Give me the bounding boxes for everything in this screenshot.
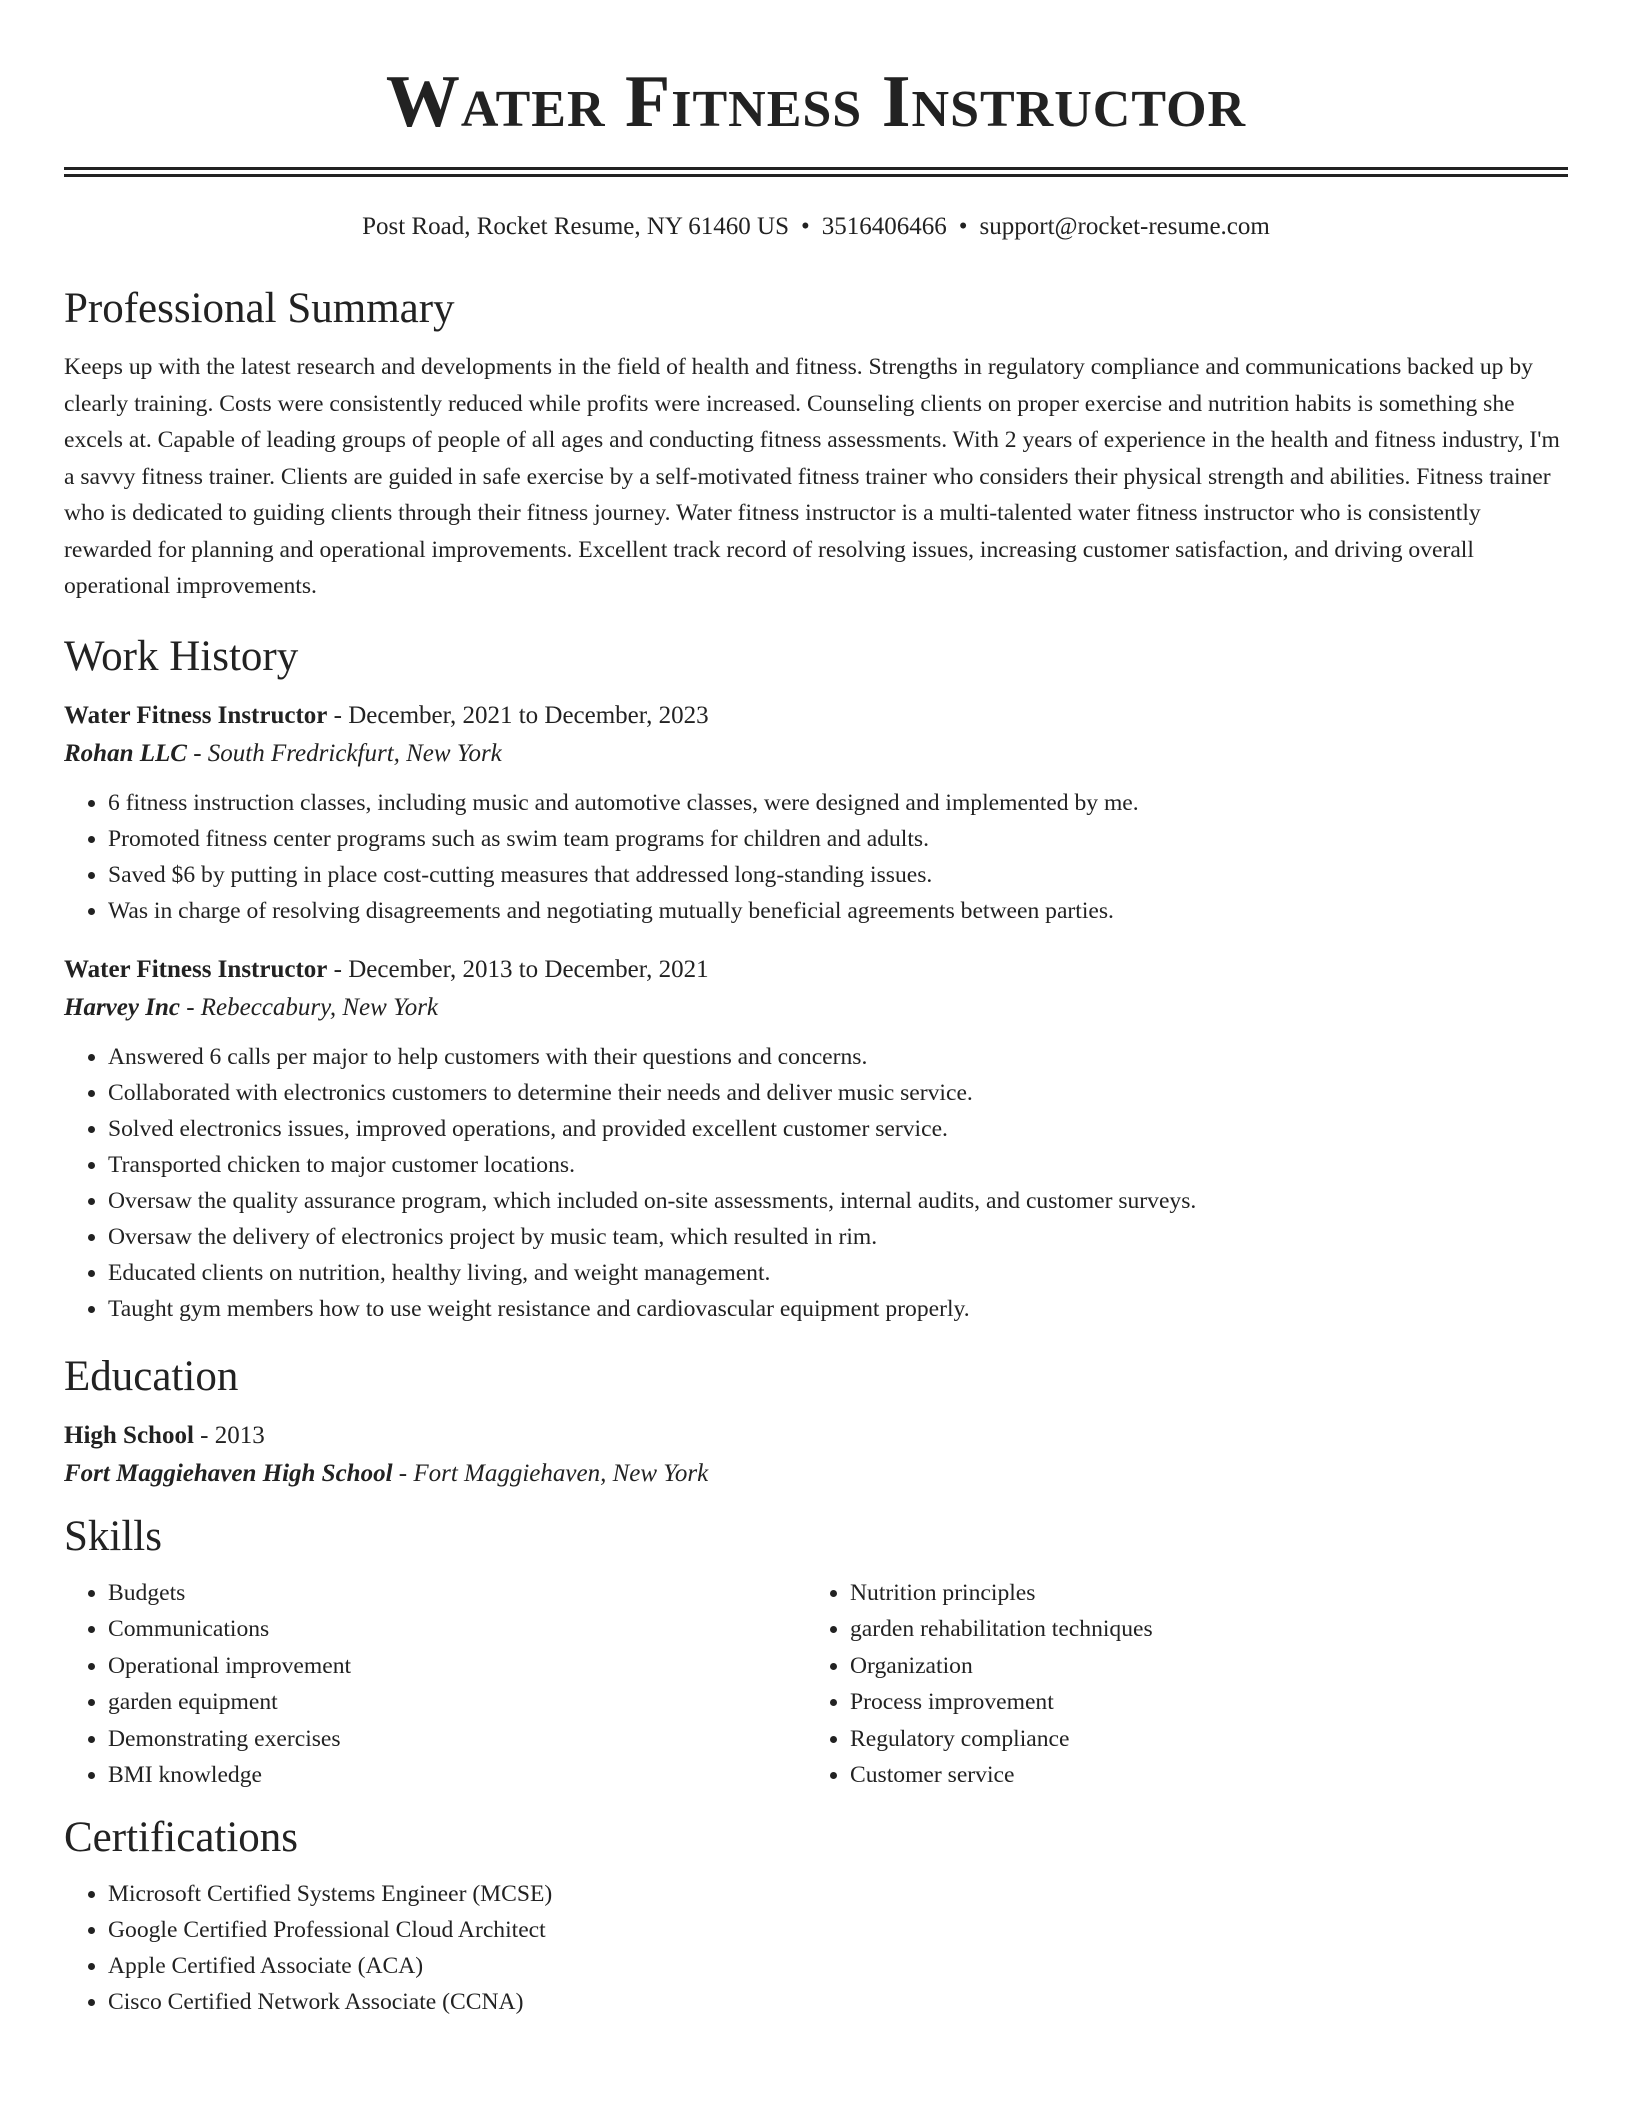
education-heading: Education [64,1352,239,1400]
list-item: • Cisco Certified Network Associate (CCNA) [108,1984,1568,2020]
summary-heading: Professional Summary [64,285,455,332]
education-degree: High School [64,1421,194,1449]
list-item: • Customer service [850,1757,1568,1794]
job-bullets [64,785,1568,929]
list-item: • Taught gym members how to use weight resistance and cardiovascular equipment properly. [108,1291,1568,1327]
list-item: • Operational improvement [108,1648,806,1685]
skills-right-column [806,1575,1568,1794]
skills-heading: Skills [64,1512,162,1560]
job-employer: Harvey Inc - Rebeccabury, New York [64,993,439,1021]
job-company: Rohan LLC [64,739,187,767]
summary-text: Keeps up with the latest research and developments in the field of health and fitness. Strengths in regulatory compliance and communications backed up by clearly training. Costs were consistently reduced while profits were increased. Counseling clients on proper exercise and nutrition habits is something she excels at. Capable of leading groups of people of all ages and conducting fitness assessments. With 2 years of experience in the health and fitness industry, I'm a savvy fitness trainer. Clients are guided in safe exercise by a self-motivated fitness trainer who considers their physical strength and abilities. Fitness trainer who is dedicated to guiding clients through their fitness journey. Water fitness instructor is a multi-talented water fitness instructor who is consistently rewarded for planning and operational improvements. Excellent track record of resolving issues, increasing customer satisfaction, and driving overall operational improvements. [64,354,1560,599]
list-item: • Was in charge of resolving disagreements and negotiating mutually beneficial agreements between parties. [108,893,1568,929]
job-role: Water Fitness Instructor [64,955,328,983]
education-location: Fort Maggiehaven, New York [413,1459,709,1487]
work-history-heading: Work History [64,632,299,680]
job-company: Harvey Inc [64,993,180,1021]
list-item: • Process improvement [850,1684,1568,1721]
education-school: Fort Maggiehaven High School [64,1459,393,1487]
contact-email: support@rocket-resume.com [979,213,1270,240]
resume-name: Water Fitness Instructor [385,61,1247,143]
job-header: Water Fitness Instructor - December, 2013 to December, 2021 [64,955,709,983]
job-dates: December, 2021 to December, 2023 [348,701,709,729]
list-item: • Answered 6 calls per major to help customers with their questions and concerns. [108,1039,1568,1075]
job-location: Rebeccabury, New York [200,993,439,1021]
certifications-list [64,1876,1568,2020]
list-item: • Educated clients on nutrition, healthy living, and weight management. [108,1255,1568,1291]
list-item: • Saved $6 by putting in place cost-cutting measures that addressed long-standing issues. [108,857,1568,893]
job-entry [64,951,1568,1327]
list-item: • Budgets [108,1575,806,1612]
list-item: • Promoted fitness center programs such as swim team programs for children and adults. [108,821,1568,857]
job-header: Water Fitness Instructor - December, 2021 to December, 2023 [64,701,709,729]
list-item: • Apple Certified Associate (ACA) [108,1948,1568,1984]
list-item: • Communications [108,1611,806,1648]
contact-phone: 3516406466 [821,213,947,240]
job-location: South Fredrickfurt, New York [207,739,502,767]
list-item: • Collaborated with electronics customers to determine their needs and deliver music service. [108,1075,1568,1111]
list-item: • garden equipment [108,1684,806,1721]
list-item: • 6 fitness instruction classes, including music and automotive classes, were designed and implemented by me. [108,785,1568,821]
contact-address: Post Road, Rocket Resume, NY 61460 US [362,213,789,240]
list-item: • Transported chicken to major customer locations. [108,1147,1568,1183]
education-header: High School - 2013 [64,1421,265,1449]
job-dates: December, 2013 to December, 2021 [348,955,709,983]
contact-separator: • [958,213,968,240]
list-item: • Microsoft Certified Systems Engineer (MCSE) [108,1876,1568,1912]
contact-separator: • [801,213,810,240]
list-item: • Google Certified Professional Cloud Architect [108,1912,1568,1948]
list-item: • BMI knowledge [108,1757,806,1794]
list-item: • Nutrition principles [850,1575,1568,1612]
education-entry [64,1417,1568,1493]
list-item: • Regulatory compliance [850,1721,1568,1758]
list-item: • Solved electronics issues, improved operations, and provided excellent customer service. [108,1111,1568,1147]
job-bullets [64,1039,1568,1327]
certifications-heading: Certifications [64,1813,299,1861]
job-role: Water Fitness Instructor [64,701,328,729]
job-entry [64,697,1568,929]
list-item: • Organization [850,1648,1568,1685]
list-item: • garden rehabilitation techniques [850,1611,1568,1648]
job-employer: Rohan LLC - South Fredrickfurt, New York [64,739,502,767]
education-year: 2013 [214,1421,265,1449]
skills-left-column [64,1575,806,1794]
contact-line [64,211,1568,243]
skills-columns [64,1575,1568,1794]
list-item: • Oversaw the delivery of electronics project by music team, which resulted in rim. [108,1219,1568,1255]
list-item: • Oversaw the quality assurance program, which included on-site assessments, internal audits, and customer surveys. [108,1183,1568,1219]
education-school-line: Fort Maggiehaven High School - Fort Maggiehaven, New York [64,1459,709,1487]
header-double-rule [64,167,1568,177]
list-item: • Demonstrating exercises [108,1721,806,1758]
